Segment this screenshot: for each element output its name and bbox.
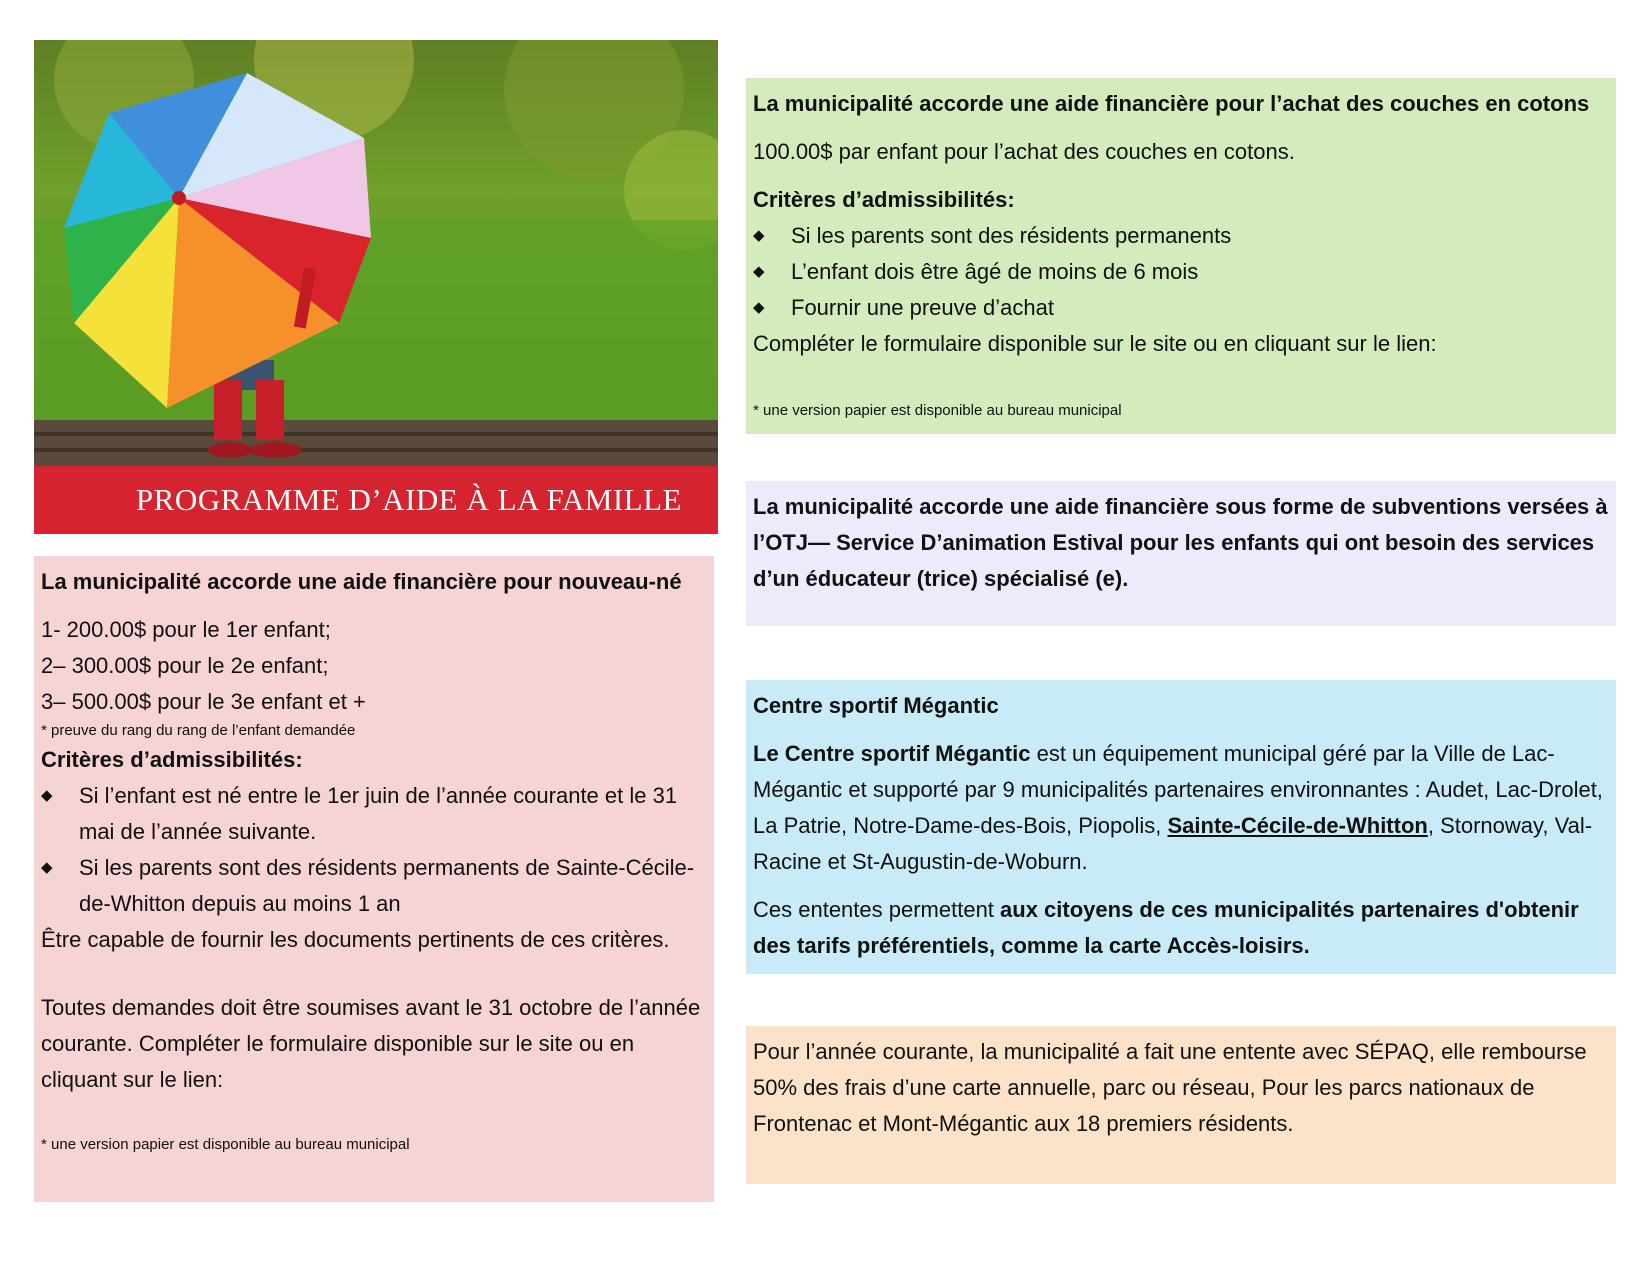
form-text: Compléter le formulaire disponible sur le site ou en cliquant sur le lien: <box>753 331 1437 356</box>
black-diamond-icon: ◆ <box>753 263 765 280</box>
newborn-amount-list <box>41 612 707 720</box>
diaper-amount: 100.00$ par enfant pour l’achat des couches en cotons. <box>753 139 1295 164</box>
amount-item: 1- 200.00$ pour le 1er enfant; <box>41 617 331 642</box>
otj-text: La municipalité accorde une aide financière sous forme de subventions versées à l’OTJ— Service D’animation Estival pour les enfants qui ont besoin des services d’un éducateur (trice) spécialisé (e). <box>753 494 1608 591</box>
deadline-text: Toutes demandes doit être soumises avant le 31 octobre de l’année courante. Compléter le formulaire disponible sur le site ou en cliquant sur le lien: <box>41 995 701 1092</box>
description-part: est un équipement municipal géré par la Ville de Lac-Mégantic et supporté par 9 municipalités partenaires environnantes : Audet, Lac-Drolet, La Patrie, Notre-Dame-des-Bois, Piopolis, <box>753 741 1603 838</box>
criteria-item <box>41 850 707 922</box>
description-part: , Stornoway, Val-Racine et St-Augustin-de-Woburn. <box>753 813 1593 874</box>
criteria-title: Critères d’admissibilités: <box>41 747 303 772</box>
black-diamond-icon: ◆ <box>41 787 53 804</box>
diaper-aid-panel <box>746 78 1616 434</box>
amount-item: 2– 300.00$ pour le 2e enfant; <box>41 653 329 678</box>
criteria-text: L’enfant dois être âgé de moins de 6 mois <box>791 259 1199 284</box>
sepaq-text: Pour l’année courante, la municipalité a fait une entente avec SÉPAQ, elle rembourse 50% des frais d’une carte annuelle, parc ou réseau, Pour les parcs nationaux de Frontenac et Mont-Mégantic aux 18 premiers résidents. <box>753 1039 1587 1136</box>
criteria-item <box>753 290 1609 326</box>
criteria-text: Si les parents sont des résidents permanents <box>791 223 1232 248</box>
program-title-banner <box>34 466 718 534</box>
criteria-text: Fournir une preuve d’achat <box>791 295 1054 320</box>
agreements-benefit: aux citoyens de ces municipalités partenaires d'obtenir des tarifs préférentiels, comme la carte Accès-loisirs. <box>753 897 1579 958</box>
sports-centre-panel <box>746 680 1616 974</box>
diaper-heading: La municipalité accorde une aide financière pour l’achat des couches en cotons <box>753 91 1590 116</box>
criteria-text: Si les parents sont des résidents permanents de Sainte-Cécile-de-Whitton depuis au moins 1 an <box>79 855 695 916</box>
amount-item: 3– 500.00$ pour le 3e enfant et + <box>41 689 366 714</box>
paper-version-note: * une version papier est disponible au bureau municipal <box>41 1136 410 1153</box>
black-diamond-icon: ◆ <box>753 299 765 316</box>
criteria-text: Si l’enfant est né entre le 1er juin de l’année courante et le 31 mai de l’année suivante. <box>79 783 678 844</box>
criteria-item <box>753 218 1609 254</box>
documents-text: Être capable de fournir les documents pertinents de ces critères. <box>41 927 670 952</box>
agreements-text <box>753 892 1609 964</box>
rank-proof-note: * preuve du rang du rang de l’enfant demandée <box>41 722 356 739</box>
black-diamond-icon: ◆ <box>41 859 53 876</box>
sports-centre-name: Le Centre sportif Mégantic <box>753 741 1031 766</box>
black-diamond-icon: ◆ <box>753 227 765 244</box>
newborn-aid-panel <box>34 556 714 1202</box>
agreements-intro: Ces ententes permettent <box>753 897 1001 922</box>
criteria-title: Critères d’admissibilités: <box>753 187 1015 212</box>
hero-umbrella-image <box>34 40 718 466</box>
newborn-heading: La municipalité accorde une aide financière pour nouveau-né <box>41 569 682 594</box>
otj-aid-panel <box>746 481 1616 626</box>
criteria-item <box>41 778 707 850</box>
program-title: PROGRAMME D’AIDE À LA FAMILLE <box>135 482 682 517</box>
umbrella-photo <box>34 40 718 466</box>
paper-version-note: * une version papier est disponible au bureau municipal <box>753 402 1122 419</box>
sepaq-panel <box>746 1026 1616 1184</box>
sports-centre-heading: Centre sportif Mégantic <box>753 693 999 718</box>
sports-centre-description <box>753 736 1609 880</box>
sainte-cecile-link[interactable]: Sainte-Cécile-de-Whitton <box>1167 813 1428 838</box>
criteria-item <box>753 254 1609 290</box>
